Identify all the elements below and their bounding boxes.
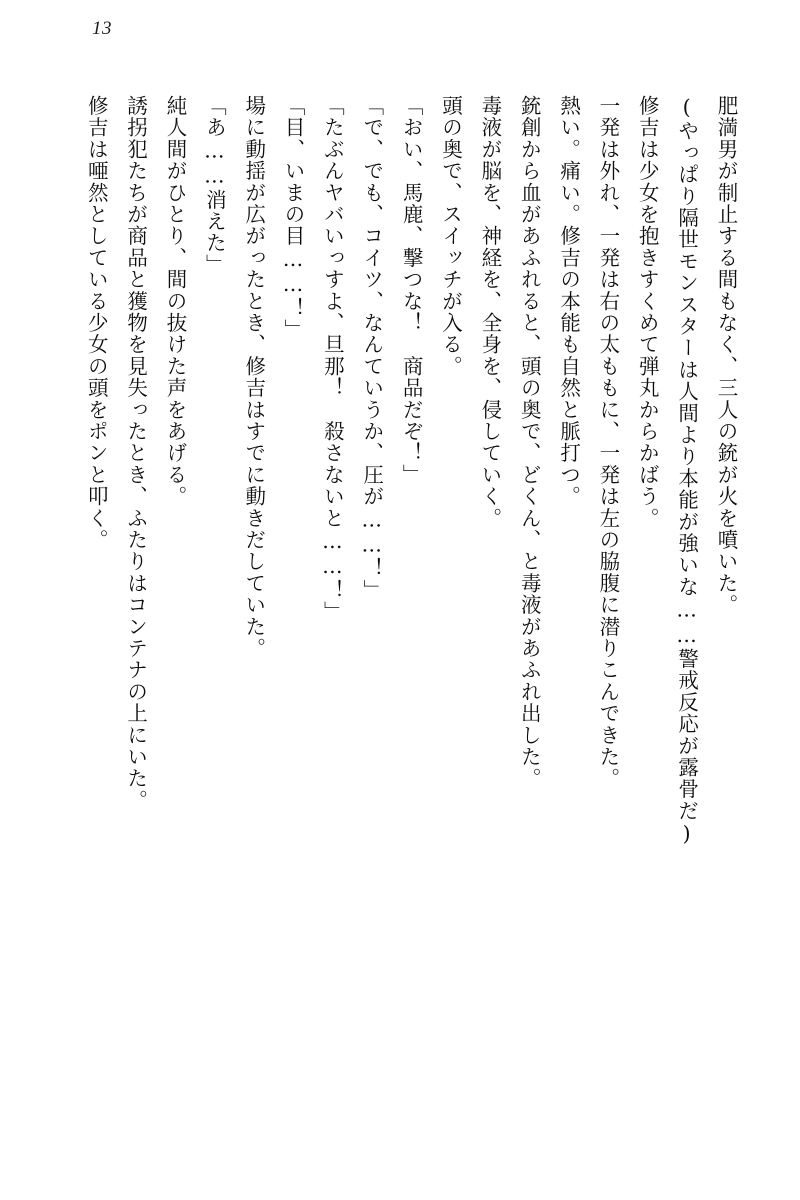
body-text [55, 95, 745, 1105]
paragraph: 「たぶんヤバいっすよ、旦那！ 殺さないと……！」 [320, 95, 345, 623]
paragraph: 銃創から血があふれると、頭の奥で、どくん、と毒液があふれ出した。 [517, 95, 542, 790]
paragraph: 一発は外れ、一発は右の太ももに、一発は左の脇腹に潜りこんできた。 [595, 95, 620, 790]
page-number: 13 [92, 18, 112, 39]
paragraph: 誘拐犯たちが商品と獲物を見失ったとき、ふたりはコンテナの上にいた。 [123, 95, 148, 812]
paragraph: 頭の奥で、スイッチが入る。 [438, 95, 463, 378]
paragraph: 場に動揺が広がったとき、修吉はすでに動きだしていた。 [241, 95, 266, 660]
paragraph: 「あ……消えた」 [202, 95, 227, 276]
paragraph: 「目、いまの目……！」 [281, 95, 306, 341]
paragraph: 毒液が脳を、神経を、全身を、侵していく。 [477, 95, 502, 529]
paragraph: 肥満男が制止する間もなく、三人の銃が火を噴いた。 [714, 95, 738, 616]
paragraph: (やっぱり隔世モンスターは人間より本能が強いな……警戒反応が露骨だ) [674, 95, 699, 847]
paragraph: 修吉は少女を抱きすくめて弾丸からかばう。 [635, 95, 660, 529]
paragraph: 純人間がひとり、間の抜けた声をあげる。 [162, 95, 187, 508]
paragraph: 修吉は唖然としている少女の頭をポンと叩く。 [84, 95, 109, 551]
paragraph: 熱い。痛い。修吉の本能も自然と脈打つ。 [556, 95, 581, 508]
paragraph: 「おい、馬鹿、撃つな！ 商品だぞ！」 [399, 95, 424, 486]
paragraph: 「で、でも、コイツ、なんていうか、圧が……！」 [359, 95, 384, 602]
